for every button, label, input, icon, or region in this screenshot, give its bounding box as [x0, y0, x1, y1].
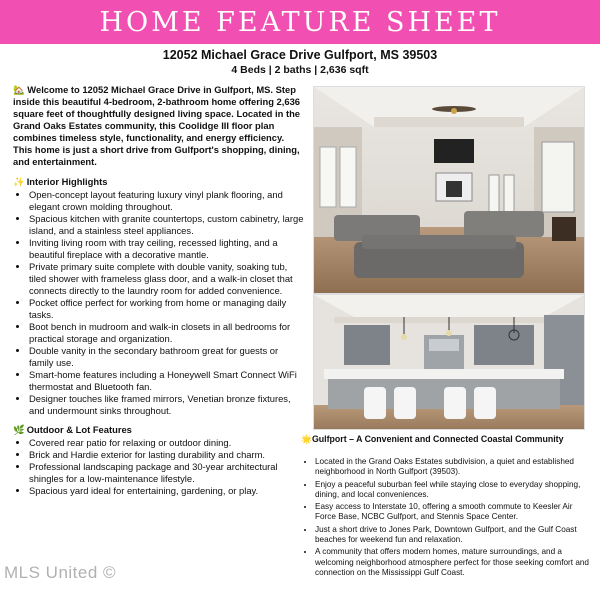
intro-text: Welcome to 12052 Michael Grace Drive in Gulfport, MS. Step inside this beautiful 4-bedroom, 2-bathroom home offering 2,636 square feet of thoughtfully designed living space. Located in the Grand Oaks Estates community, this Coolidge III floor plan combines timeless style, functionality, and energy efficiency. This home is just a short drive from Gulfport's shopping, dining, and entertainment.: [13, 84, 301, 167]
left-column: [13, 84, 305, 504]
outdoor-heading: [13, 424, 305, 436]
outdoor-list: [13, 437, 305, 497]
list-item: • Double vanity in the secondary bathroom great for guests or family use.: [29, 345, 305, 369]
living-room-photo: [313, 86, 585, 294]
list-item: • Boot bench in mudroom and walk-in closets in all bedrooms for practical storage and organization.: [29, 321, 305, 345]
star-icon: 🌟: [301, 434, 312, 444]
list-item: • Professional landscaping package and 30-year architectural shingles for a low-maintenance lifestyle.: [29, 461, 305, 485]
sparkles-icon: ✨: [13, 176, 25, 187]
page-title: HOME FEATURE SHEET: [99, 6, 501, 38]
property-address: 12052 Michael Grace Drive Gulfport, MS 39503: [162, 48, 438, 62]
kitchen-illustration: [314, 295, 584, 429]
kitchen-photo: [313, 294, 585, 430]
property-specs: 4 Beds | 2 baths | 2,636 sqft: [231, 64, 369, 76]
list-item: • Brick and Hardie exterior for lasting durability and charm.: [29, 449, 305, 461]
interior-list: [13, 189, 305, 417]
living-room-illustration: [314, 87, 584, 293]
gulfport-section: [303, 457, 590, 580]
list-item: • Open-concept layout featuring luxury vinyl plank flooring, and elegant crown molding throughout.: [29, 189, 305, 213]
gulfport-list: [303, 457, 590, 578]
title-banner: [0, 0, 600, 44]
outdoor-heading-text: Outdoor & Lot Features: [26, 424, 132, 435]
house-icon: 🏡: [13, 84, 25, 95]
interior-heading-text: Interior Highlights: [26, 176, 108, 187]
interior-heading: [13, 176, 305, 188]
list-item: • Spacious kitchen with granite countertops, custom cabinetry, large island, and a stainless steel appliances.: [29, 213, 305, 237]
plant-icon: 🌿: [13, 424, 25, 435]
mls-watermark: MLS United ©: [4, 563, 117, 582]
list-item: • Inviting living room with tray ceiling, recessed lighting, and a beautiful fireplace with a decorative mantle.: [29, 237, 305, 261]
list-item: • A community that offers modern homes, mature surroundings, and a welcoming neighborhood atmosphere perfect for those seeking comfort and connection on the Mississippi Gulf Coast.: [315, 547, 590, 578]
list-item: • Designer touches like framed mirrors, Venetian bronze fixtures, and undermount sinks throughout.: [29, 393, 305, 417]
list-item: • Easy access to Interstate 10, offering a smooth commute to Keesler Air Force Base, NCBC Gulfport, and Stennis Space Center.: [315, 502, 590, 523]
list-item: • Located in the Grand Oaks Estates subdivision, a quiet and established neighborhood in North Gulfport (39503).: [315, 457, 590, 478]
list-item: • Enjoy a peaceful suburban feel while staying close to everyday shopping, dining, and local conveniences.: [315, 480, 590, 501]
list-item: • Private primary suite complete with double vanity, soaking tub, tiled shower with frameless glass door, and a walk-in closet that connects directly to the laundry room for added convenience.: [29, 261, 305, 297]
list-item: • Just a short drive to Jones Park, Downtown Gulfport, and the Gulf Coast beaches for weekend fun and relaxation.: [315, 525, 590, 546]
intro-paragraph: [13, 84, 305, 168]
list-item: • Smart-home features including a Honeywell Smart Connect WiFi thermostat and Bluetooth fan.: [29, 369, 305, 393]
list-item: • Covered rear patio for relaxing or outdoor dining.: [29, 437, 305, 449]
list-item: • Pocket office perfect for working from home or managing daily tasks.: [29, 297, 305, 321]
gulfport-heading-text: Gulfport – A Convenient and Connected Coastal Community: [311, 434, 564, 444]
gulfport-heading: [301, 434, 596, 445]
list-item: • Spacious yard ideal for entertaining, gardening, or play.: [29, 485, 305, 497]
